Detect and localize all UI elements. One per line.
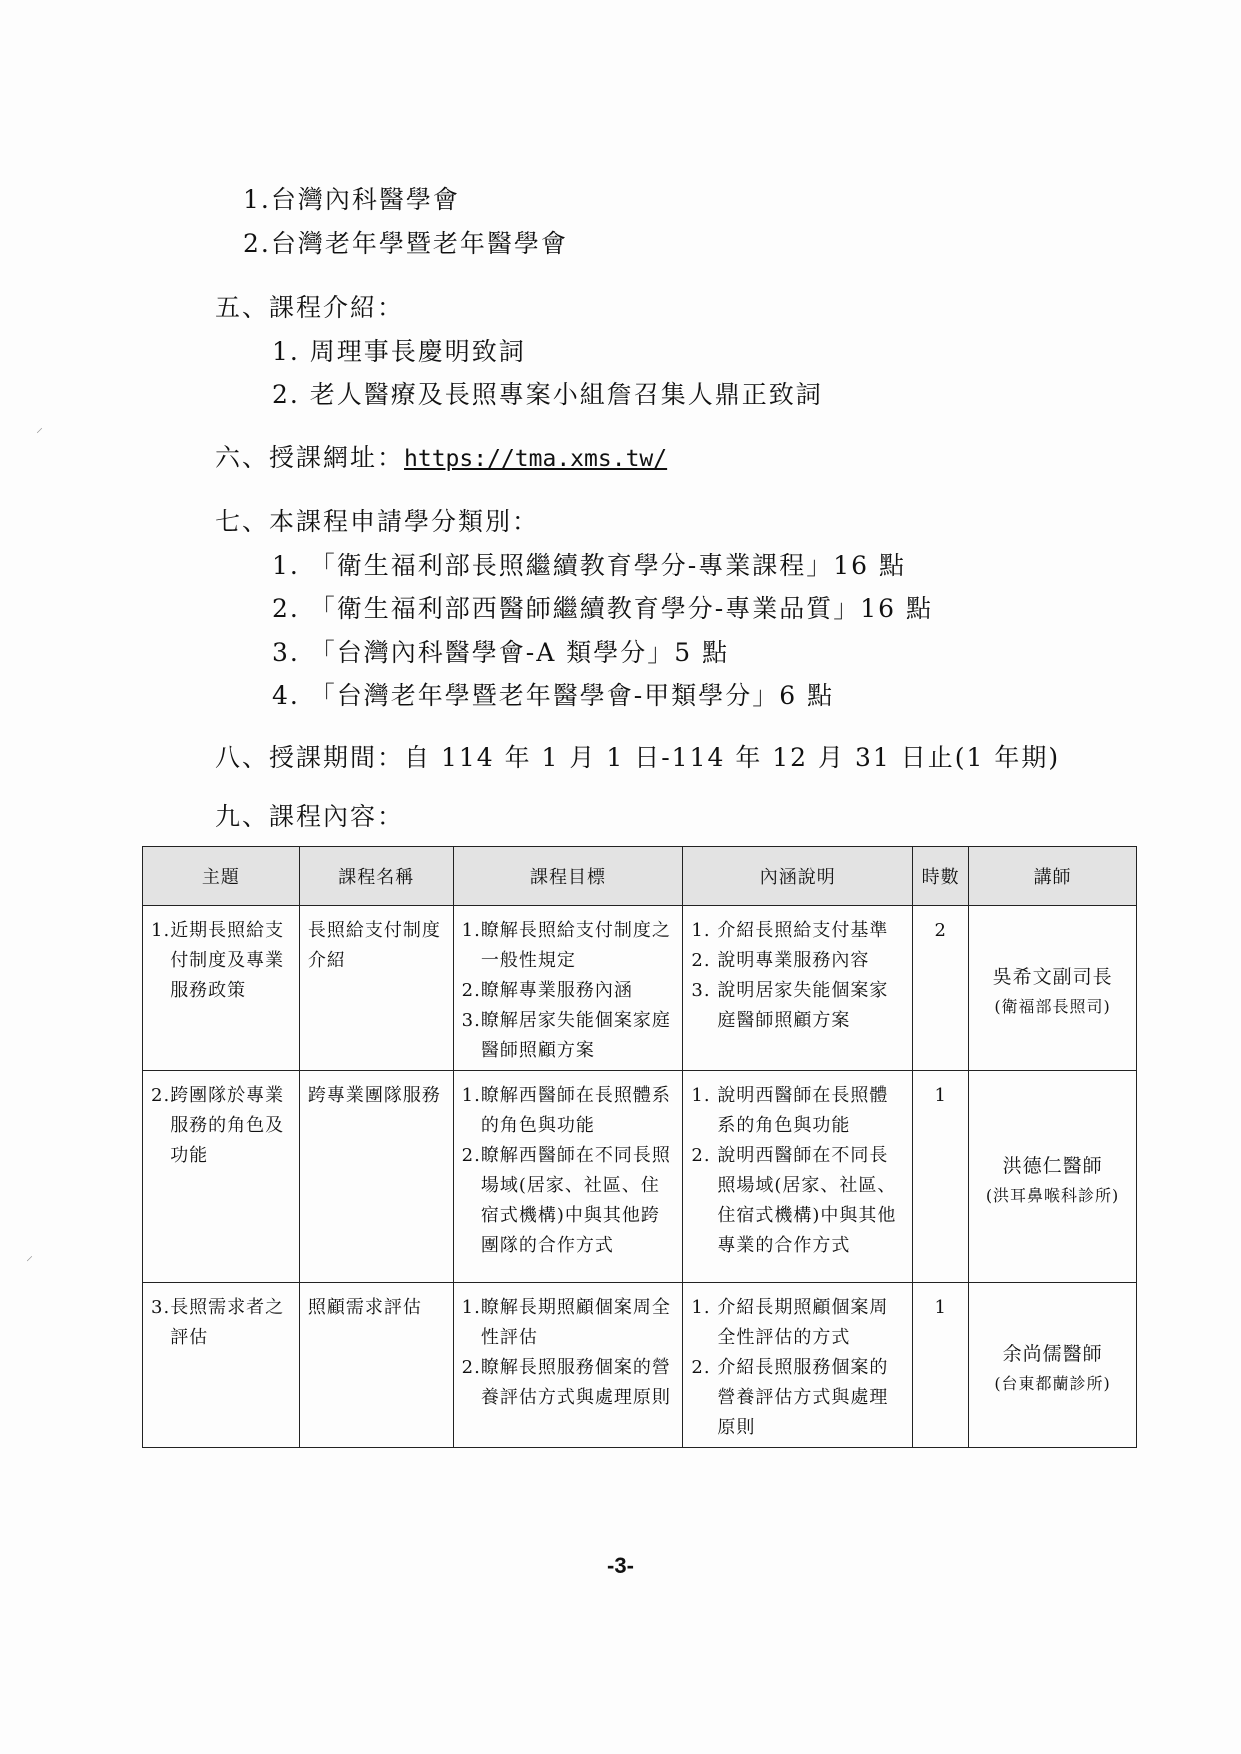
scan-speck: ⸍ — [26, 1254, 33, 1270]
col-header-instructor: 講師 — [969, 847, 1137, 906]
list-item: 2. 說明專業服務內容 — [691, 950, 870, 971]
section8-period: 八、授課期間：自 114 年 1 月 1 日-114 年 12 月 31 日止(1 年期) — [215, 743, 1061, 772]
section5-item: 2. 老人醫療及長照專案小組詹召集人鼎正致詞 — [272, 380, 823, 409]
topic-cell — [143, 1283, 300, 1448]
topic-cell — [143, 906, 300, 1071]
table-row — [143, 1283, 1137, 1448]
instructor-affiliation: (台東都蘭診所) — [994, 1374, 1111, 1393]
org-list-item: 1.台灣內科醫學會 — [243, 185, 460, 214]
section6-label: 六、授課網址： — [215, 443, 405, 472]
credit-item: 1. 「衛生福利部長照繼續教育學分-專業課程」16 點 — [272, 551, 907, 580]
list-item: 1. 介紹長照給支付基準 — [691, 920, 889, 941]
topic-cell — [143, 1071, 300, 1283]
goals-cell — [453, 1283, 683, 1448]
list-item: 2. 瞭解長照服務個案的營養評估方式與處理原則 — [461, 1357, 671, 1408]
col-header-goals: 課程目標 — [453, 847, 683, 906]
contents-cell — [683, 906, 913, 1071]
section9-heading: 九、課程內容： — [215, 802, 405, 831]
instructor-cell — [969, 1071, 1137, 1283]
course-name-cell: 長照給支付制度介紹 — [299, 906, 453, 1071]
table-header-row — [143, 847, 1137, 906]
course-name-cell: 跨專業團隊服務 — [299, 1071, 453, 1283]
topic-text: 長照需求者之評估 — [170, 1297, 285, 1348]
instructor-cell — [969, 906, 1137, 1071]
section7-heading: 七、本課程申請學分類別： — [215, 507, 540, 536]
table-row — [143, 906, 1137, 1071]
course-table — [142, 846, 1137, 1448]
section5-item: 1. 周理事長慶明致詞 — [272, 337, 526, 366]
list-item: 2. 瞭解西醫師在不同長照場域(居家、社區、住宿式機構)中與其他跨團隊的合作方式 — [461, 1145, 671, 1256]
instructor-name: 洪德仁醫師 — [1002, 1154, 1103, 1177]
topic-text: 跨團隊於專業服務的角色及功能 — [170, 1085, 285, 1166]
list-item: 2. 介紹長照服務個案的營養評估方式與處理原則 — [691, 1357, 889, 1438]
credit-item: 3. 「台灣內科醫學會-A 類學分」5 點 — [272, 638, 730, 667]
list-item: 1. 瞭解長照給支付制度之一般性規定 — [461, 920, 671, 971]
col-header-contents: 內涵說明 — [683, 847, 913, 906]
org-list-item: 2.台灣老年學暨老年醫學會 — [243, 229, 568, 258]
hours-cell: 2 — [913, 906, 969, 1071]
instructor-affiliation: (衛福部長照司) — [994, 997, 1111, 1016]
col-header-hours: 時數 — [913, 847, 969, 906]
list-item: 2. 說明西醫師在不同長照場域(居家、社區、住宿式機構)中與其他專業的合作方式 — [691, 1145, 897, 1256]
hours-cell: 1 — [913, 1283, 969, 1448]
topic-text: 近期長照給支付制度及專業服務政策 — [170, 920, 285, 1001]
topic-number: 1. — [151, 920, 171, 941]
instructor-cell — [969, 1283, 1137, 1448]
page-number: -3- — [607, 1553, 634, 1578]
list-item: 1. 介紹長期照顧個案周全性評估的方式 — [691, 1297, 889, 1348]
goals-cell — [453, 1071, 683, 1283]
instructor-affiliation: (洪耳鼻喉科診所) — [985, 1185, 1120, 1205]
hours-cell: 1 — [913, 1071, 969, 1283]
instructor-name: 余尚儒醫師 — [1002, 1343, 1103, 1365]
credit-item: 2. 「衛生福利部西醫師繼續教育學分-專業品質」16 點 — [272, 594, 934, 623]
col-header-course: 課程名稱 — [299, 847, 453, 906]
list-item: 1. 瞭解西醫師在長照體系的角色與功能 — [461, 1085, 671, 1136]
col-header-topic: 主題 — [143, 847, 300, 906]
list-item: 1. 瞭解長期照顧個案周全性評估 — [461, 1297, 671, 1348]
list-item: 3. 瞭解居家失能個案家庭醫師照顧方案 — [461, 1010, 671, 1061]
topic-number: 3. — [151, 1297, 171, 1318]
contents-cell — [683, 1071, 913, 1283]
section6 — [215, 438, 667, 474]
table-row — [143, 1071, 1137, 1283]
credit-item: 4. 「台灣老年學暨老年醫學會-甲類學分」6 點 — [272, 681, 835, 710]
course-name-cell: 照顧需求評估 — [299, 1283, 453, 1448]
section5-heading: 五、課程介紹： — [215, 293, 405, 322]
course-url-link[interactable]: https://tma.xms.tw/ — [404, 446, 668, 472]
scan-speck: ⸝ — [36, 420, 43, 436]
list-item: 3. 說明居家失能個案家庭醫師照顧方案 — [691, 980, 889, 1031]
goals-cell — [453, 906, 683, 1071]
contents-cell — [683, 1283, 913, 1448]
list-item: 1. 說明西醫師在長照體系的角色與功能 — [691, 1085, 889, 1136]
instructor-name: 吳希文副司長 — [992, 966, 1113, 988]
topic-number: 2. — [151, 1085, 171, 1106]
list-item: 2. 瞭解專業服務內涵 — [461, 980, 633, 1001]
